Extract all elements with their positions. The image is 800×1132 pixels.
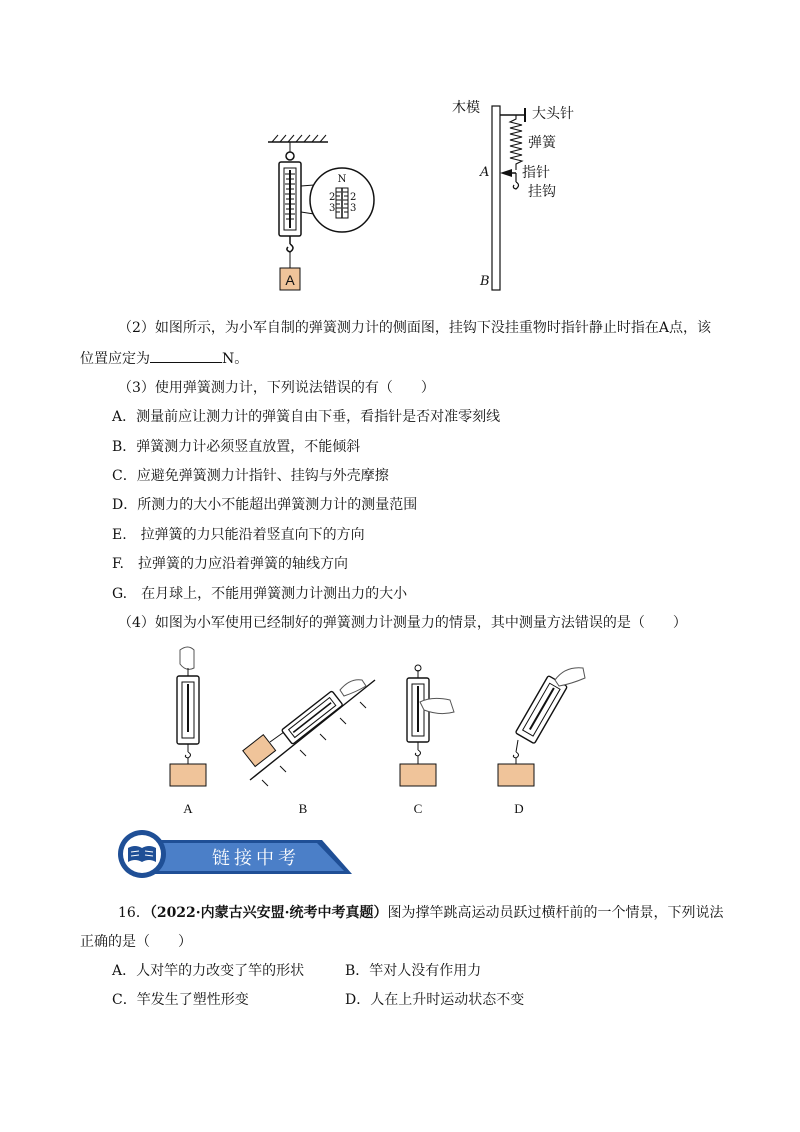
q2-prefix: 位置应定为 bbox=[80, 351, 150, 367]
label-point-b: B bbox=[480, 274, 490, 289]
q3-option-b: B．弹簧测力计必须竖直放置，不能倾斜 bbox=[112, 439, 361, 455]
answer-blank[interactable] bbox=[150, 348, 222, 363]
method-b bbox=[243, 680, 375, 786]
caption-b: B bbox=[298, 801, 308, 816]
q3-option-a: A．测量前应让测力计的弹簧自由下垂，看指针是否对准零刻线 bbox=[112, 409, 501, 425]
figure-measurement-methods bbox=[150, 640, 610, 800]
caption-d: D bbox=[514, 801, 524, 816]
label-pin: 大头针 bbox=[532, 106, 574, 122]
q16-line-2: 正确的是（ ） bbox=[80, 934, 192, 950]
q16-line-1 bbox=[118, 903, 724, 923]
book-icon bbox=[128, 846, 156, 862]
q16-text: 图为撑竿跳高运动员跃过横杆前的一个情景，下列说法 bbox=[387, 905, 724, 921]
scale-unit-n: N bbox=[337, 174, 347, 185]
q16-option-b: B．竿对人没有作用力 bbox=[345, 963, 482, 979]
banner-title: 链接中考 bbox=[212, 848, 300, 869]
label-point-a: A bbox=[480, 165, 490, 180]
scale-right-3: 3 bbox=[350, 203, 357, 214]
figure-homemade-spring-scale bbox=[450, 92, 600, 297]
caption-a: A bbox=[183, 801, 193, 816]
q3-option-e: E. 拉弹簧的力只能沿着竖直向下的方向 bbox=[112, 527, 365, 543]
method-c bbox=[400, 665, 454, 786]
label-hook: 挂钩 bbox=[528, 184, 556, 200]
label-spring: 弹簧 bbox=[528, 135, 556, 151]
q3-stem: （3）使用弹簧测力计，下列说法错误的有（ ） bbox=[118, 380, 435, 396]
q16-source: （2022·内蒙古兴安盟·统考中考真题） bbox=[149, 905, 388, 921]
label-wood-frame: 木模 bbox=[452, 100, 480, 116]
q4-stem: （4）如图为小军使用已经制好的弹簧测力计测量力的情景，其中测量方法错误的是（ ） bbox=[118, 615, 687, 631]
figure-hanging-spring-scale bbox=[250, 130, 390, 295]
scale-left-2: 2 bbox=[329, 192, 336, 203]
q3-option-d: D．所测力的大小不能超出弹簧测力计的测量范围 bbox=[112, 497, 418, 513]
q16-option-c: C．竿发生了塑性形变 bbox=[112, 992, 249, 1008]
scale-left-3: 3 bbox=[329, 203, 336, 214]
method-d bbox=[498, 668, 585, 786]
scale-right-2: 2 bbox=[350, 192, 357, 203]
q2-line-2 bbox=[80, 348, 248, 369]
q3-option-g: G. 在月球上，不能用弹簧测力计测出力的大小 bbox=[112, 586, 408, 602]
block-a-label: A bbox=[285, 272, 295, 288]
q16-number: 16． bbox=[118, 905, 150, 921]
q3-option-f: F. 拉弹簧的力应沿着弹簧的轴线方向 bbox=[112, 556, 348, 572]
caption-c: C bbox=[413, 801, 423, 816]
method-a bbox=[170, 647, 206, 786]
q2-line-1: （2）如图所示，为小军自制的弹簧测力计的侧面图，挂钩下没挂重物时指针静止时指在A点，该 bbox=[118, 320, 712, 336]
q2-suffix: N。 bbox=[222, 351, 249, 367]
section-banner bbox=[112, 828, 392, 878]
q3-option-c: C．应避免弹簧测力计指针、挂钩与外壳摩擦 bbox=[112, 468, 389, 484]
q16-option-d: D．人在上升时运动状态不变 bbox=[345, 992, 525, 1008]
label-pointer: 指针 bbox=[522, 165, 550, 181]
q16-option-a: A．人对竿的力改变了竿的形状 bbox=[112, 963, 305, 979]
